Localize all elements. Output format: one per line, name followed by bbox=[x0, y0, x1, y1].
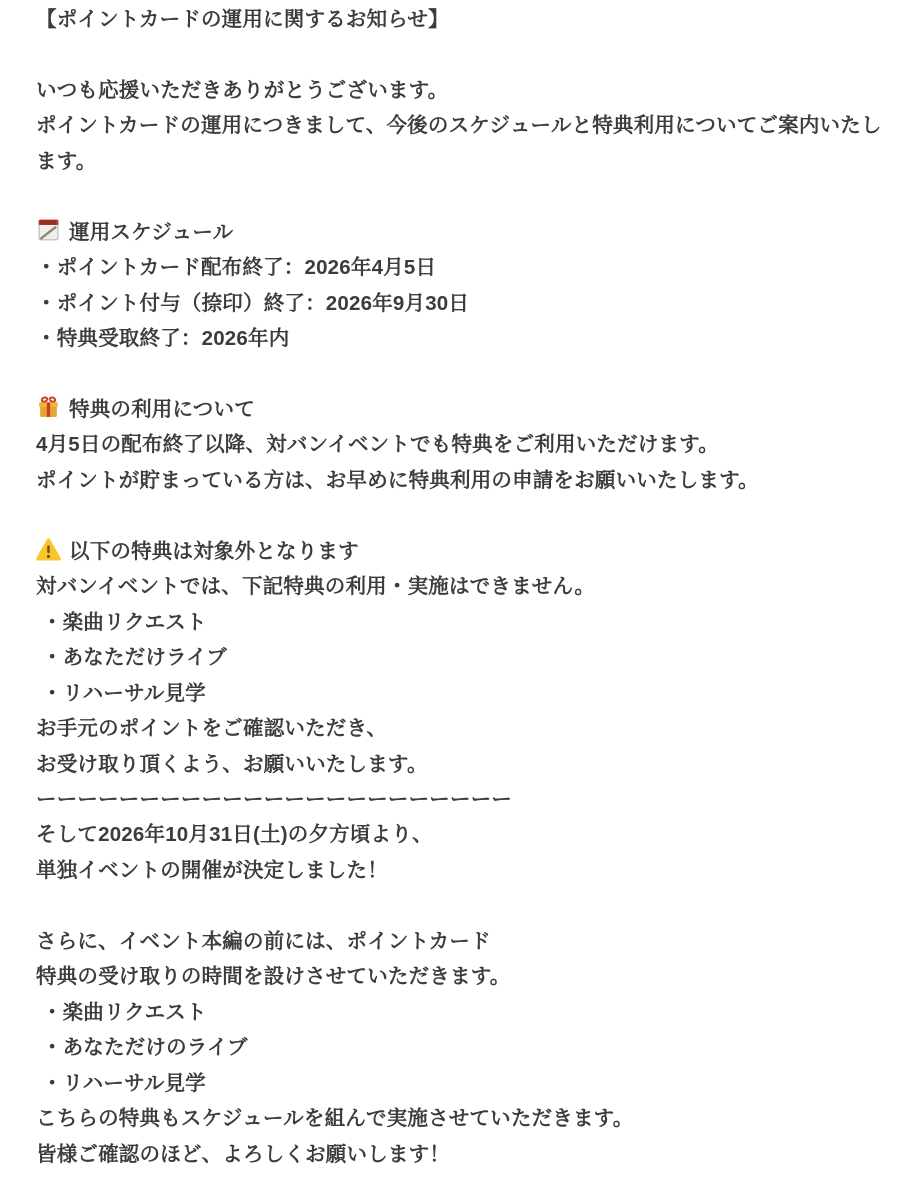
exclusion-line-1: 対バンイベントでは、下記特典の利用・実施はできません。 bbox=[36, 575, 596, 599]
event-line-2: 単独イベントの開催が決定しました！ bbox=[36, 858, 388, 882]
blank-3 bbox=[36, 357, 898, 392]
pre-event-item-private-live: ・あなただけのライブ bbox=[36, 1036, 248, 1060]
intro-line-3: ます。 bbox=[36, 149, 97, 173]
announcement-title: 【ポイントカードの運用に関するお知らせ】 bbox=[36, 8, 449, 31]
gift-icon bbox=[36, 395, 61, 420]
exclusion-line-2: お手元のポイントをご確認いただき、 bbox=[36, 717, 388, 741]
gift-bow-right bbox=[49, 397, 56, 403]
closing-line-2: 皆様ご確認のほど、よろしくお願いします！ bbox=[36, 1142, 450, 1166]
warning-icon bbox=[36, 537, 61, 562]
exclusion-heading bbox=[36, 534, 898, 569]
spiral-notepad-icon bbox=[36, 218, 61, 243]
pre-event-line-1: さらに、イベント本編の前には、ポイントカード bbox=[36, 929, 491, 953]
pre-event-line-2: 特典の受け取りの時間を設けさせていただきます。 bbox=[36, 965, 511, 989]
intro-line-2: ポイントカードの運用につきまして、今後のスケジュールと特典利用についてご案内いたし bbox=[36, 114, 882, 138]
warning-exclamation-dot bbox=[47, 555, 50, 558]
schedule-heading-label: 運用スケジュール bbox=[69, 220, 234, 244]
exclusion-line-3: お受け取り頂くよう、お願いいたします。 bbox=[36, 752, 428, 776]
schedule-item-redeem-end: ・特典受取終了：2026年内 bbox=[36, 327, 290, 351]
benefit-line-1: 4月5日の配布終了以降、対バンイベントでも特典をご利用いただけます。 bbox=[36, 433, 719, 457]
exclusion-item-private-live: ・あなただけライブ bbox=[36, 646, 227, 670]
pre-event-item-rehearsal: ・リハーサル見学 bbox=[36, 1071, 206, 1095]
blank-4 bbox=[36, 498, 898, 533]
schedule-item-distribution-end: ・ポイントカード配布終了：2026年4月5日 bbox=[36, 256, 437, 280]
benefit-heading-label: 特典の利用について bbox=[69, 397, 255, 421]
divider-line: ーーーーーーーーーーーーーーーーーーーーーーー bbox=[36, 787, 513, 811]
benefit-line-2: ポイントが貯まっている方は、お早めに特典利用の申請をお願いいたします。 bbox=[36, 468, 759, 492]
pre-event-item-song-request: ・楽曲リクエスト bbox=[36, 1000, 207, 1024]
event-line-1: そして2026年10月31日(土)の夕方頃より、 bbox=[36, 823, 433, 847]
schedule-item-stamp-end: ・ポイント付与（捺印）終了：2026年9月30日 bbox=[36, 291, 470, 315]
blank-1 bbox=[36, 37, 898, 72]
closing-line-1: こちらの特典もスケジュールを組んで実施させていただきます。 bbox=[36, 1107, 634, 1131]
blank-5 bbox=[36, 888, 898, 923]
exclusion-item-song-request: ・楽曲リクエスト bbox=[36, 610, 207, 634]
gift-bow-left bbox=[41, 397, 48, 403]
blank-2 bbox=[36, 179, 898, 214]
benefit-heading bbox=[36, 392, 898, 427]
warning-exclamation-bar bbox=[47, 546, 50, 554]
exclusion-heading-label: 以下の特典は対象外となります bbox=[69, 539, 359, 563]
schedule-heading bbox=[36, 215, 898, 250]
exclusion-item-rehearsal: ・リハーサル見学 bbox=[36, 681, 206, 705]
gift-ribbon bbox=[47, 403, 50, 418]
intro-line-1: いつも応援いただきありがとうございます。 bbox=[36, 78, 449, 102]
